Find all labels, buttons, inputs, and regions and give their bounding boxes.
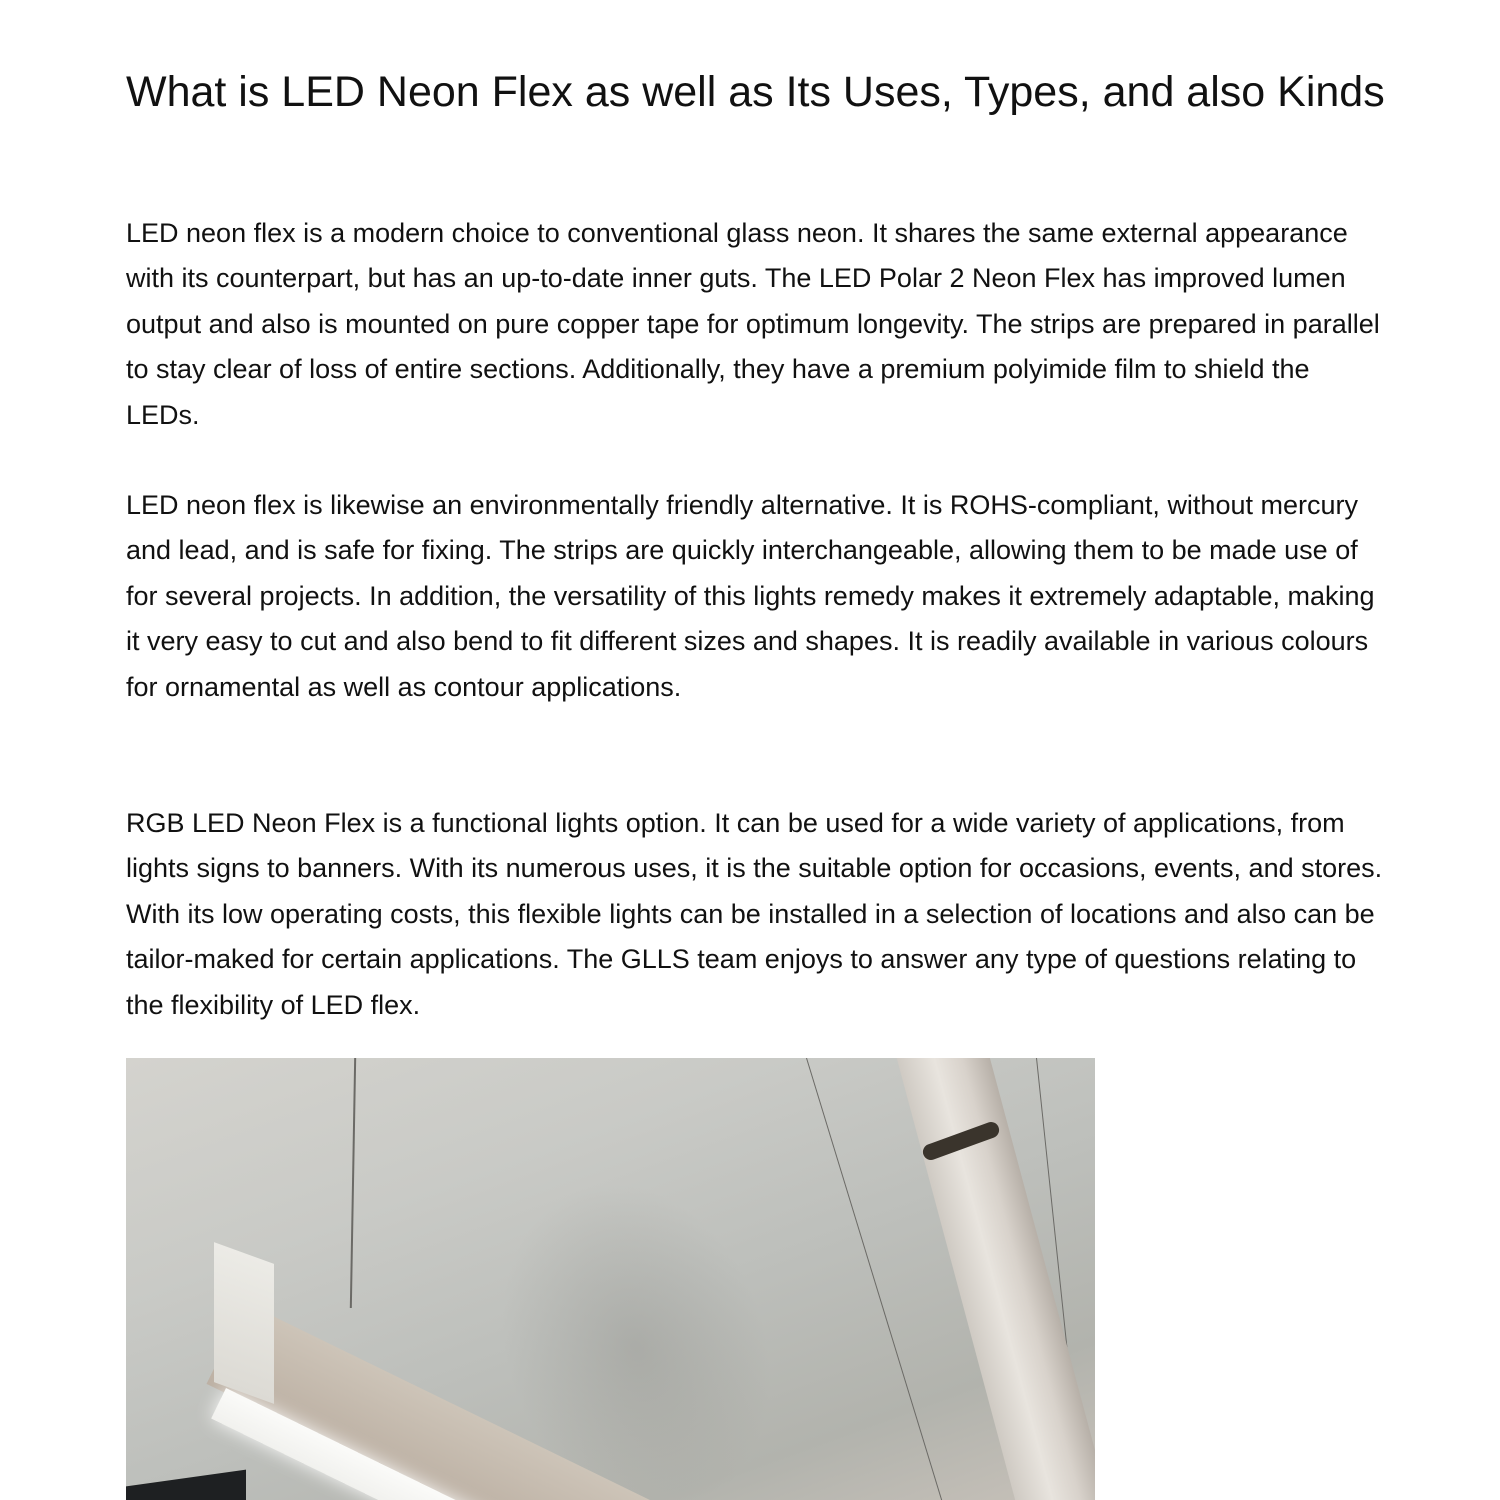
suspension-wire (350, 1058, 356, 1308)
article-image (126, 1058, 1095, 1500)
paragraph-rgb: RGB LED Neon Flex is a functional lights option. It can be used for a wide variety of applications, from lights signs to banners. With its numerous uses, it is the suitable option for occasions, events, and stores. With its low operating costs, this flexible lights can be installed in a selection of locations and also can be tailor-maked for certain applications. The GLLS team enjoys to answer any type of questions relating to the flexibility of LED flex. (126, 808, 1383, 1020)
document-page (126, 68, 1386, 1020)
paragraph-intro: LED neon flex is a modern choice to conventional glass neon. It shares the same external appearance with its counterpart, but has an up-to-date inner guts. The LED Polar 2 Neon Flex has improved lumen output and also is mounted on pure copper tape for optimum longevity. The strips are prepared in parallel to stay clear of loss of entire sections. Additionally, they have a premium polyimide film to shield the LEDs. (126, 218, 1380, 430)
page-title: What is LED Neon Flex as well as Its Uses, Types, and also Kinds (126, 68, 1385, 116)
light-fixture-endcap (214, 1242, 274, 1404)
paragraph-environment: LED neon flex is likewise an environmentally friendly alternative. It is ROHS-compliant, without mercury and lead, and is safe for fixing. The strips are quickly interchangeable, allowing them to be made use of for several projects. In addition, the versatility of this lights remedy makes it extremely adaptable, making it very easy to cut and also bend to fit different sizes and shapes. It is readily available in various colours for ornamental as well as contour applications. (126, 490, 1375, 702)
dark-background-corner (126, 1470, 246, 1500)
